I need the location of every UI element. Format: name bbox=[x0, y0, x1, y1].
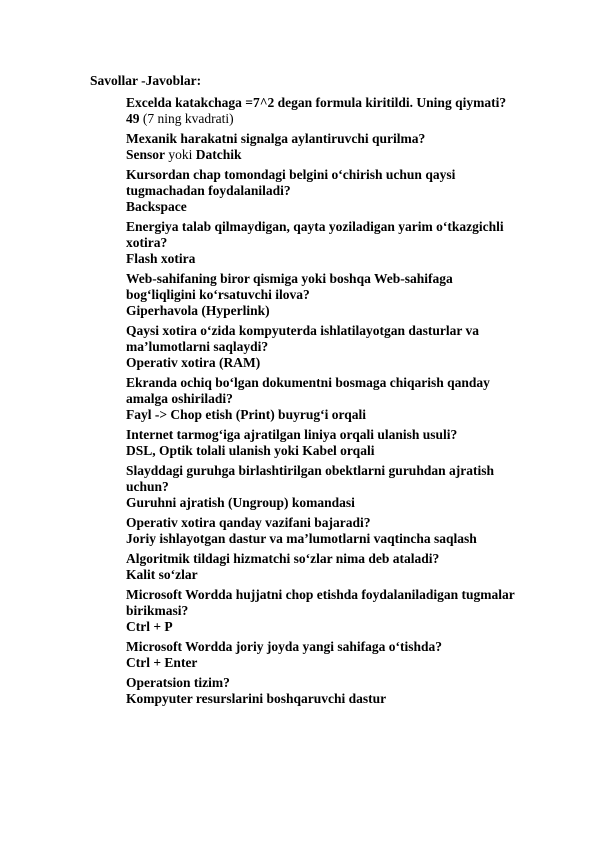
answer-text bbox=[126, 303, 521, 319]
answer-main: Backspace bbox=[126, 199, 187, 214]
page-heading: Savollar -Javoblar: bbox=[90, 73, 202, 88]
answer-main: Flash xotira bbox=[126, 251, 196, 266]
answer-note: yoki bbox=[165, 147, 196, 162]
answer-main: Fayl -> Chop etish (Print) buyrug‘i orqali bbox=[126, 407, 366, 422]
qa-item bbox=[126, 167, 521, 215]
question-text: Operatsion tizim? bbox=[126, 675, 230, 690]
qa-item bbox=[126, 131, 521, 163]
question-text: Energiya talab qilmaydigan, qayta yoziladigan yarim o‘tkazgichli xotira? bbox=[126, 219, 504, 250]
answer-main: Giperhavola (Hyperlink) bbox=[126, 303, 270, 318]
qa-item bbox=[126, 375, 521, 423]
answer-main: DSL, Optik tolali ulanish yoki Kabel orqali bbox=[126, 443, 375, 458]
qa-list bbox=[126, 95, 521, 711]
qa-item bbox=[126, 95, 521, 127]
question-text: Web-sahifaning biror qismiga yoki boshqa Web-sahifaga bog‘liqligini ko‘rsatuvchi ilova? bbox=[126, 271, 453, 302]
answer-text bbox=[126, 407, 521, 423]
answer-text bbox=[126, 147, 521, 163]
qa-item bbox=[126, 463, 521, 511]
answer-text bbox=[126, 619, 521, 635]
qa-item bbox=[126, 551, 521, 583]
answer-main: 49 bbox=[126, 111, 140, 126]
question-text: Microsoft Wordda hujjatni chop etishda foydalaniladigan tugmalar birikmasi? bbox=[126, 587, 515, 618]
answer-text bbox=[126, 443, 521, 459]
answer-main: Joriy ishlayotgan dastur va ma’lumotlarni vaqtincha saqlash bbox=[126, 531, 477, 546]
question-text: Excelda katakchaga =7^2 degan formula kiritildi. Uning qiymati? bbox=[126, 95, 507, 110]
question-text: Mexanik harakatni signalga aylantiruvchi qurilma? bbox=[126, 131, 426, 146]
answer-note: (7 ning kvadrati) bbox=[139, 111, 234, 126]
answer-text bbox=[126, 111, 521, 127]
answer-text bbox=[126, 251, 521, 267]
answer-text bbox=[126, 531, 521, 547]
qa-item bbox=[126, 639, 521, 671]
question-text: Algoritmik tildagi hizmatchi so‘zlar nima deb ataladi? bbox=[126, 551, 440, 566]
answer-main: Sensor bbox=[126, 147, 166, 162]
answer-text bbox=[126, 691, 521, 707]
answer-text bbox=[126, 567, 521, 583]
answer-main: Guruhni ajratish (Ungroup) komandasi bbox=[126, 495, 355, 510]
qa-item bbox=[126, 587, 521, 635]
qa-item bbox=[126, 219, 521, 267]
answer-text bbox=[126, 199, 521, 215]
answer-alt: Datchik bbox=[195, 147, 242, 162]
qa-item bbox=[126, 271, 521, 319]
question-text: Operativ xotira qanday vazifani bajaradi? bbox=[126, 515, 371, 530]
answer-main: Ctrl + P bbox=[126, 619, 173, 634]
answer-main: Ctrl + Enter bbox=[126, 655, 198, 670]
qa-item bbox=[126, 323, 521, 371]
question-text: Internet tarmog‘iga ajratilgan liniya orqali ulanish usuli? bbox=[126, 427, 458, 442]
answer-text bbox=[126, 495, 521, 511]
answer-main: Kalit so‘zlar bbox=[126, 567, 198, 582]
answer-main: Operativ xotira (RAM) bbox=[126, 355, 261, 370]
question-text: Qaysi xotira o‘zida kompyuterda ishlatilayotgan dasturlar va ma’lumotlarni saqlaydi? bbox=[126, 323, 480, 354]
answer-text bbox=[126, 355, 521, 371]
question-text: Kursordan chap tomondagi belgini o‘chirish uchun qaysi tugmachadan foydalaniladi? bbox=[126, 167, 456, 198]
qa-item bbox=[126, 675, 521, 707]
question-text: Ekranda ochiq bo‘lgan dokumentni bosmaga chiqarish qanday amalga oshiriladi? bbox=[126, 375, 490, 406]
qa-item bbox=[126, 515, 521, 547]
qa-item bbox=[126, 427, 521, 459]
answer-text bbox=[126, 655, 521, 671]
answer-main: Kompyuter resurslarini boshqaruvchi dastur bbox=[126, 691, 387, 706]
question-text: Slayddagi guruhga birlashtirilgan obektlarni guruhdan ajratish uchun? bbox=[126, 463, 494, 494]
question-text: Microsoft Wordda joriy joyda yangi sahifaga o‘tishda? bbox=[126, 639, 443, 654]
